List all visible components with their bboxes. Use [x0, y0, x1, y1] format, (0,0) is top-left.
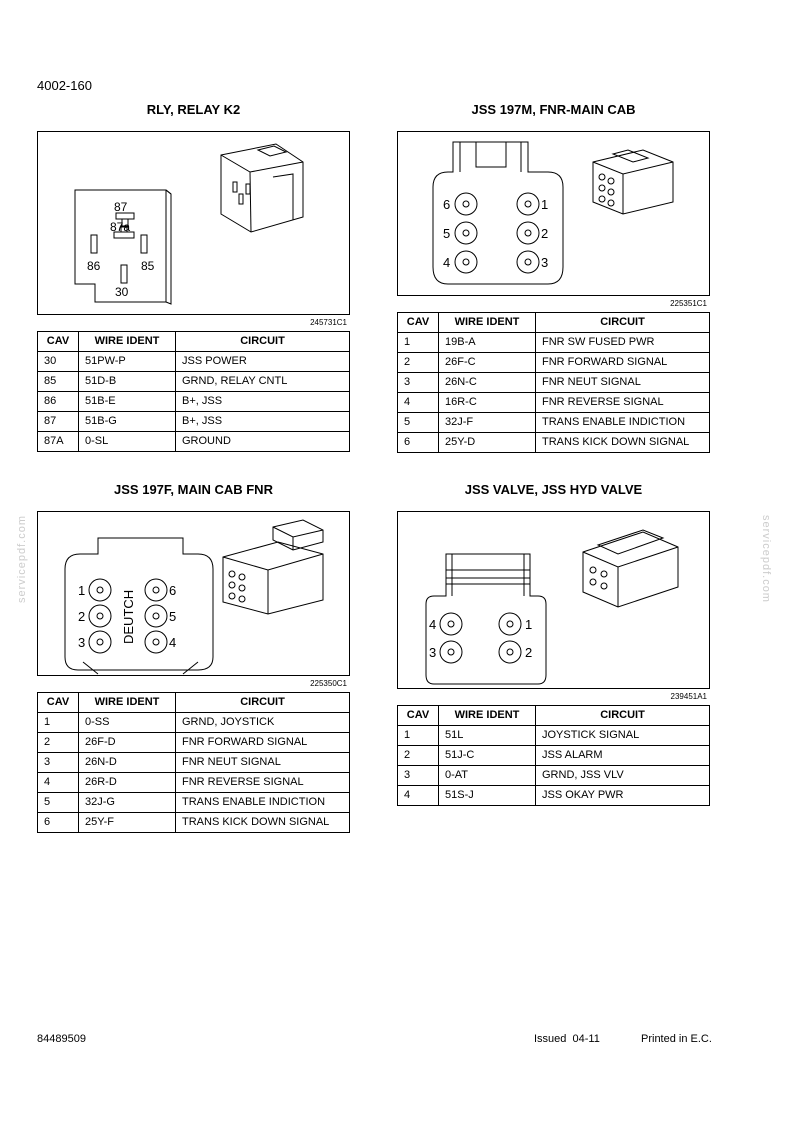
circuit-cell: GRND, JOYSTICK — [176, 713, 350, 733]
connector-iso-view — [223, 520, 323, 614]
jss-valve-wire-table — [397, 705, 710, 806]
table-row — [38, 392, 350, 412]
table-row — [398, 413, 710, 433]
doc-number: 84489509 — [37, 1033, 86, 1045]
relay-terminal-86: 86 — [87, 259, 101, 273]
table-row — [398, 353, 710, 373]
col-header-cav: CAV — [398, 313, 439, 333]
cav-cell: 1 — [38, 713, 79, 733]
circuit-cell: FNR FORWARD SIGNAL — [176, 733, 350, 753]
col-header-wire-ident: WIRE IDENT — [439, 313, 536, 333]
figure-id-239451A1: 239451A1 — [670, 692, 707, 701]
wire-ident-cell: 32J-G — [79, 793, 176, 813]
col-header-wire-ident: WIRE IDENT — [439, 706, 536, 726]
cav-cell: 2 — [398, 353, 439, 373]
col-header-cav: CAV — [38, 332, 79, 352]
cavity-label-4: 4 — [429, 617, 437, 632]
wire-ident-cell: 51J-C — [439, 746, 536, 766]
cav-cell: 4 — [38, 773, 79, 793]
cav-cell: 5 — [38, 793, 79, 813]
circuit-cell: FNR REVERSE SIGNAL — [176, 773, 350, 793]
cav-cell: 2 — [398, 746, 439, 766]
connector-iso-view — [593, 150, 673, 214]
jss-197f-diagram — [37, 511, 350, 688]
wire-ident-cell: 0-AT — [439, 766, 536, 786]
jss-197f-wire-table — [37, 692, 350, 833]
cavity-label-2: 2 — [78, 609, 86, 624]
col-header-circuit: CIRCUIT — [176, 693, 350, 713]
wire-ident-cell: 51B-E — [79, 392, 176, 412]
circuit-cell: FNR REVERSE SIGNAL — [536, 393, 710, 413]
wire-ident-cell: 26N-D — [79, 753, 176, 773]
wire-ident-cell: 51L — [439, 726, 536, 746]
cavity-label-6: 6 — [169, 583, 177, 598]
cav-cell: 2 — [38, 733, 79, 753]
cavity-label-4: 4 — [169, 635, 177, 650]
cav-cell: 3 — [398, 766, 439, 786]
cav-cell: 3 — [398, 373, 439, 393]
table-row — [398, 746, 710, 766]
jss-valve-diagram — [397, 511, 710, 701]
cavity-label-1: 1 — [541, 197, 549, 212]
watermark-right: servicepdf.com — [760, 515, 772, 603]
cav-cell: 1 — [398, 333, 439, 353]
wire-ident-cell: 25Y-D — [439, 433, 536, 453]
figure-id-245731C1: 245731C1 — [310, 318, 347, 327]
cav-cell: 6 — [38, 813, 79, 833]
table-row — [38, 352, 350, 372]
table-row — [398, 726, 710, 746]
cavity-label-5: 5 — [443, 226, 451, 241]
table-row — [398, 766, 710, 786]
table-row — [38, 733, 350, 753]
section-title-jss-valve: JSS VALVE, JSS HYD VALVE — [464, 482, 643, 497]
circuit-cell: B+, JSS — [176, 392, 350, 412]
wire-ident-cell: 51S-J — [439, 786, 536, 806]
jss-197m-diagram — [397, 131, 710, 308]
issued-date: Issued 04-11 — [534, 1033, 600, 1045]
cav-cell: 4 — [398, 393, 439, 413]
circuit-cell: GRND, JSS VLV — [536, 766, 710, 786]
wire-ident-cell: 25Y-F — [79, 813, 176, 833]
wire-ident-cell: 51B-G — [79, 412, 176, 432]
circuit-cell: GROUND — [176, 432, 350, 452]
cav-cell: 3 — [38, 753, 79, 773]
cavity-label-6: 6 — [443, 197, 451, 212]
wire-ident-cell: 32J-F — [439, 413, 536, 433]
circuit-cell: B+, JSS — [176, 412, 350, 432]
cav-cell: 87 — [38, 412, 79, 432]
col-header-cav: CAV — [38, 693, 79, 713]
cav-cell: 4 — [398, 786, 439, 806]
relay-iso-view — [221, 144, 303, 232]
cavity-label-2: 2 — [541, 226, 549, 241]
table-row — [38, 432, 350, 452]
cav-cell: 30 — [38, 352, 79, 372]
circuit-cell: FNR NEUT SIGNAL — [536, 373, 710, 393]
cav-cell: 85 — [38, 372, 79, 392]
cavity-label-3: 3 — [541, 255, 549, 270]
cav-cell: 5 — [398, 413, 439, 433]
circuit-cell: GRND, RELAY CNTL — [176, 372, 350, 392]
jss-197m-wire-table — [397, 312, 710, 453]
wire-ident-cell: 0-SL — [79, 432, 176, 452]
circuit-cell: JOYSTICK SIGNAL — [536, 726, 710, 746]
wire-ident-cell: 19B-A — [439, 333, 536, 353]
col-header-circuit: CIRCUIT — [536, 706, 710, 726]
cavity-label-4: 4 — [443, 255, 451, 270]
cavity-label-2: 2 — [525, 645, 533, 660]
col-header-wire-ident: WIRE IDENT — [79, 332, 176, 352]
figure-id-225351C1: 225351C1 — [670, 299, 707, 308]
circuit-cell: JSS ALARM — [536, 746, 710, 766]
cav-cell: 6 — [398, 433, 439, 453]
cav-cell: 1 — [398, 726, 439, 746]
cavity-label-5: 5 — [169, 609, 177, 624]
circuit-cell: TRANS ENABLE INDICTION — [176, 793, 350, 813]
table-row — [398, 786, 710, 806]
cav-cell: 86 — [38, 392, 79, 412]
col-header-circuit: CIRCUIT — [536, 313, 710, 333]
circuit-cell: TRANS ENABLE INDICTION — [536, 413, 710, 433]
page-code: 4002-160 — [37, 78, 92, 93]
printed-in: Printed in E.C. — [641, 1033, 712, 1045]
section-title-jss-197m: JSS 197M, FNR-MAIN CAB — [471, 102, 636, 117]
col-header-circuit: CIRCUIT — [176, 332, 350, 352]
table-row — [38, 773, 350, 793]
wire-ident-cell: 16R-C — [439, 393, 536, 413]
wire-ident-cell: 26R-D — [79, 773, 176, 793]
circuit-cell: FNR NEUT SIGNAL — [176, 753, 350, 773]
circuit-cell: FNR FORWARD SIGNAL — [536, 353, 710, 373]
wire-ident-cell: 26N-C — [439, 373, 536, 393]
cavity-label-1: 1 — [525, 617, 533, 632]
deutch-brand-label: DEUTCH — [121, 589, 136, 644]
relay-terminal-85: 85 — [141, 259, 155, 273]
circuit-cell: JSS POWER — [176, 352, 350, 372]
relay-k2-wire-table — [37, 331, 350, 452]
wire-ident-cell: 51D-B — [79, 372, 176, 392]
relay-terminal-87: 87 — [114, 200, 128, 214]
relay-k2-diagram — [37, 131, 350, 327]
table-row — [398, 433, 710, 453]
wire-ident-cell: 51PW-P — [79, 352, 176, 372]
cavity-label-3: 3 — [78, 635, 86, 650]
col-header-wire-ident: WIRE IDENT — [79, 693, 176, 713]
table-row — [398, 333, 710, 353]
table-row — [398, 393, 710, 413]
watermark-left: servicepdf.com — [16, 515, 28, 603]
figure-id-225350C1: 225350C1 — [310, 679, 347, 688]
section-title-jss-197f: JSS 197F, MAIN CAB FNR — [114, 482, 273, 497]
circuit-cell: FNR SW FUSED PWR — [536, 333, 710, 353]
relay-terminal-87a: 87a — [110, 220, 131, 234]
table-row — [38, 813, 350, 833]
wire-ident-cell: 0-SS — [79, 713, 176, 733]
col-header-cav: CAV — [398, 706, 439, 726]
wire-ident-cell: 26F-C — [439, 353, 536, 373]
table-row — [398, 373, 710, 393]
table-row — [38, 793, 350, 813]
circuit-cell: JSS OKAY PWR — [536, 786, 710, 806]
circuit-cell: TRANS KICK DOWN SIGNAL — [536, 433, 710, 453]
circuit-cell: TRANS KICK DOWN SIGNAL — [176, 813, 350, 833]
table-row — [38, 753, 350, 773]
cavity-label-1: 1 — [78, 583, 86, 598]
table-row — [38, 713, 350, 733]
table-row — [38, 412, 350, 432]
connector-iso-view — [583, 530, 678, 607]
cav-cell: 87A — [38, 432, 79, 452]
cavity-label-3: 3 — [429, 645, 437, 660]
wire-ident-cell: 26F-D — [79, 733, 176, 753]
section-title-relay-k2: RLY, RELAY K2 — [146, 102, 241, 117]
relay-terminal-30: 30 — [115, 285, 129, 299]
table-row — [38, 372, 350, 392]
